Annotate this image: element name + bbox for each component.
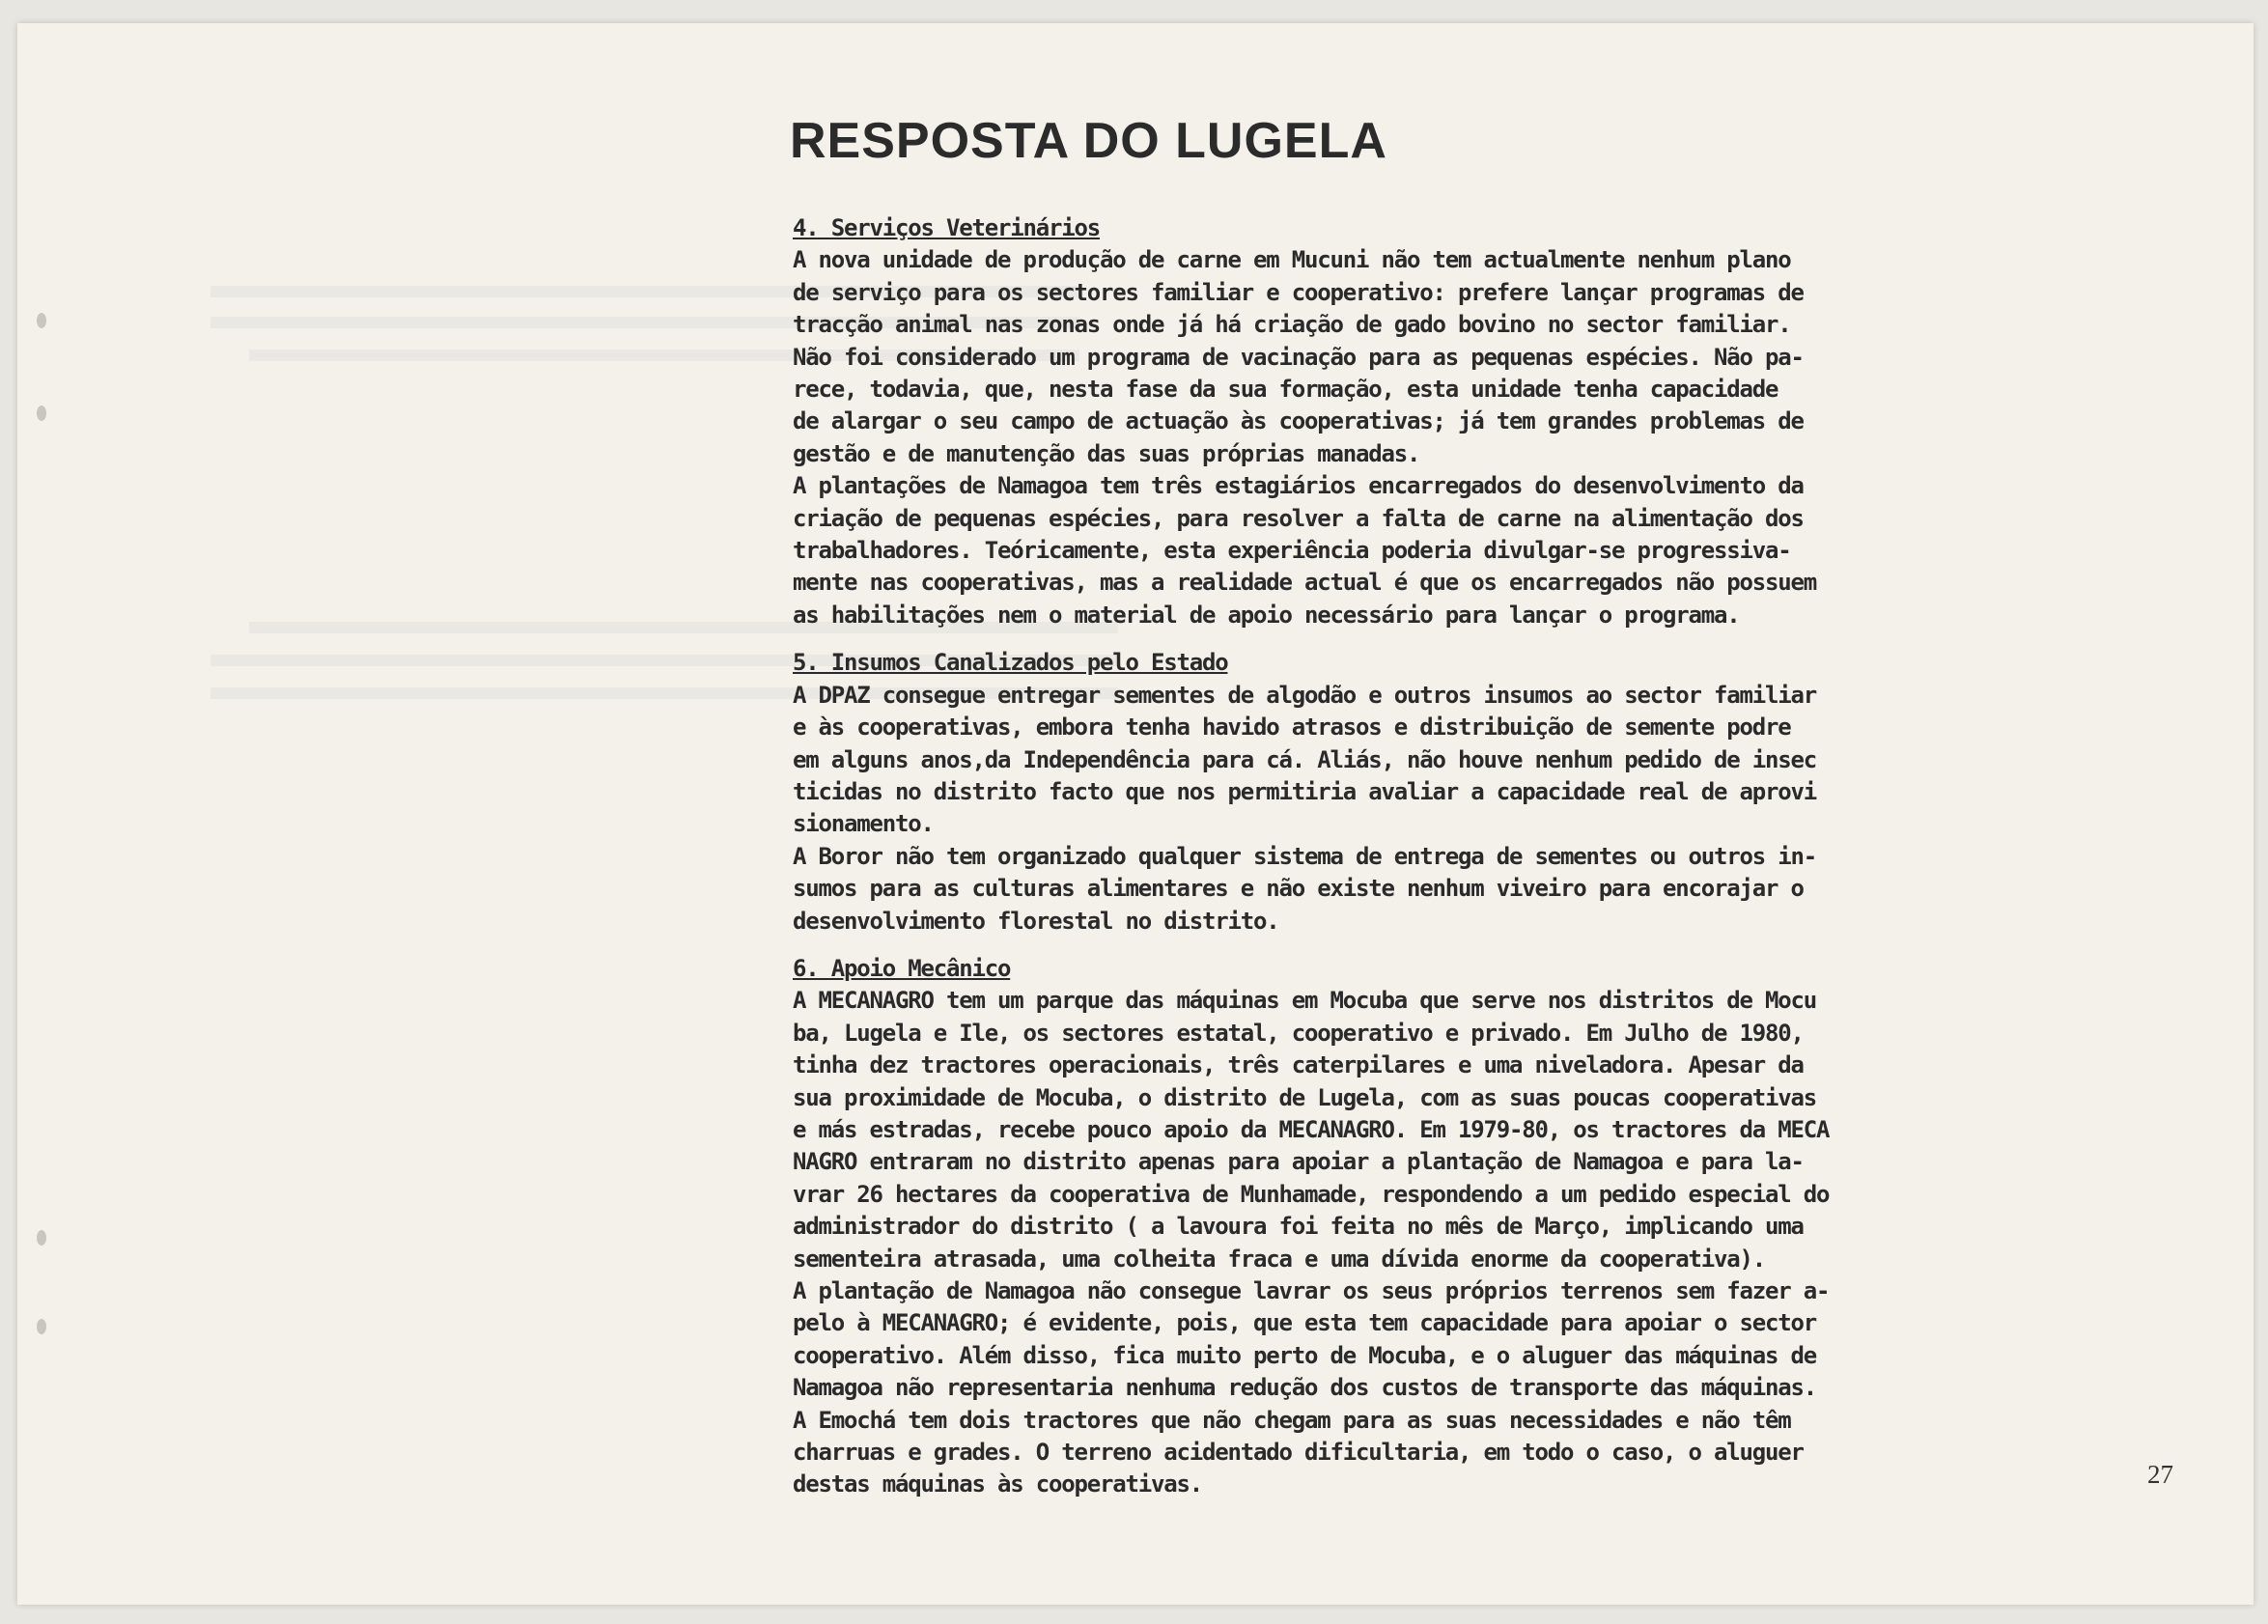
text-line: sua proximidade de Mocuba, o distrito de Lugela, com as suas poucas cooperativas: [793, 1083, 1816, 1111]
text-line: A MECANAGRO tem um parque das máquinas em Mocuba que serve nos distritos de Mocu: [793, 987, 1816, 1015]
binding-hole: [37, 406, 46, 421]
text-line: mente nas cooperativas, mas a realidade actual é que os encarregados não possuem: [793, 569, 1816, 597]
text-line: de serviço para os sectores familiar e cooperativo: prefere lançar programas de: [793, 278, 1804, 306]
section-heading: 6. Apoio Mecânico: [793, 954, 1011, 982]
text-line: trabalhadores. Teóricamente, esta experiência poderia divulgar-se progressiva-: [793, 537, 1791, 565]
binding-hole: [37, 1230, 46, 1246]
text-line: Não foi considerado um programa de vacinação para as pequenas espécies. Não pa-: [793, 343, 1804, 371]
text-line: e às cooperativas, embora tenha havido atrasos e distribuição de semente podre: [793, 714, 1791, 742]
binding-hole: [37, 1319, 46, 1334]
text-line: sementeira atrasada, uma colheita fraca e uma dívida enorme da cooperativa).: [793, 1245, 1765, 1273]
text-line: rece, todavia, que, nesta fase da sua formação, esta unidade tenha capacidade: [793, 376, 1778, 404]
text-line: NAGRO entraram no distrito apenas para apoiar a plantação de Namagoa e para la-: [793, 1148, 1804, 1176]
text-line: gestão e de manutenção das suas próprias manadas.: [793, 439, 1420, 467]
text-line: A nova unidade de produção de carne em Mucuni não tem actualmente nenhum plano: [793, 246, 1791, 274]
text-line: administrador do distrito ( a lavoura foi feita no mês de Março, implicando uma: [793, 1213, 1804, 1241]
text-line: criação de pequenas espécies, para resolver a falta de carne na alimentação dos: [793, 504, 1804, 532]
text-line: charruas e grades. O terreno acidentado dificultaria, em todo o caso, o aluguer: [793, 1439, 1804, 1467]
section-heading: 5. Insumos Canalizados pelo Estado: [793, 649, 1228, 677]
text-line: cooperativo. Além disso, fica muito perto de Mocuba, e o aluguer das máquinas de: [793, 1341, 1816, 1369]
text-line: A plantação de Namagoa não consegue lavrar os seus próprios terrenos sem fazer a-: [793, 1277, 1830, 1304]
document-page: [17, 23, 2254, 1605]
text-line: e más estradas, recebe pouco apoio da MECANAGRO. Em 1979-80, os tractores da MECA: [793, 1115, 1830, 1143]
text-line: tracção animal nas zonas onde já há criação de gado bovino no sector familiar.: [793, 311, 1791, 339]
text-line: vrar 26 hectares da cooperativa de Munhamade, respondendo a um pedido especial do: [793, 1180, 1830, 1208]
section-gap: [793, 938, 2106, 953]
binding-hole: [37, 313, 46, 328]
text-line: de alargar o seu campo de actuação às cooperativas; já tem grandes problemas de: [793, 407, 1804, 435]
section-gap: [793, 631, 2106, 647]
text-line: tinha dez tractores operacionais, três caterpilares e uma niveladora. Apesar da: [793, 1051, 1804, 1079]
text-line: A Emochá tem dois tractores que não chegam para as suas necessidades e não têm: [793, 1406, 1791, 1434]
text-line: A plantações de Namagoa tem três estagiários encarregados do desenvolvimento da: [793, 472, 1804, 500]
page-title: RESPOSTA DO LUGELA: [790, 113, 1387, 169]
text-line: desenvolvimento florestal no distrito.: [793, 907, 1279, 935]
page-number: 27: [2147, 1460, 2173, 1489]
text-line: A DPAZ consegue entregar sementes de algodão e outros insumos ao sector familiar: [793, 681, 1816, 709]
text-line: ba, Lugela e Ile, os sectores estatal, cooperativo e privado. Em Julho de 1980,: [793, 1019, 1804, 1047]
text-line: pelo à MECANAGRO; é evidente, pois, que esta tem capacidade para apoiar o sector: [793, 1309, 1816, 1337]
show-through-text: [606, 120, 620, 178]
text-line: em alguns anos,da Independência para cá. Aliás, não houve nenhum pedido de insec: [793, 745, 1816, 773]
section-heading: 4. Serviços Veterinários: [793, 214, 1100, 241]
text-line: A Boror não tem organizado qualquer sistema de entrega de sementes ou outros in-: [793, 842, 1816, 870]
body-text: [793, 212, 2106, 1501]
text-line: Namagoa não representaria nenhuma redução dos custos de transporte das máquinas.: [793, 1374, 1816, 1402]
text-line: destas máquinas às cooperativas.: [793, 1470, 1202, 1498]
text-line: as habilitações nem o material de apoio necessário para lançar o programa.: [793, 601, 1740, 629]
text-line: sumos para as culturas alimentares e não existe nenhum viveiro para encorajar o: [793, 875, 1804, 903]
text-line: sionamento.: [793, 810, 934, 838]
text-line: ticidas no distrito facto que nos permitiria avaliar a capacidade real de aprovi: [793, 777, 1816, 805]
